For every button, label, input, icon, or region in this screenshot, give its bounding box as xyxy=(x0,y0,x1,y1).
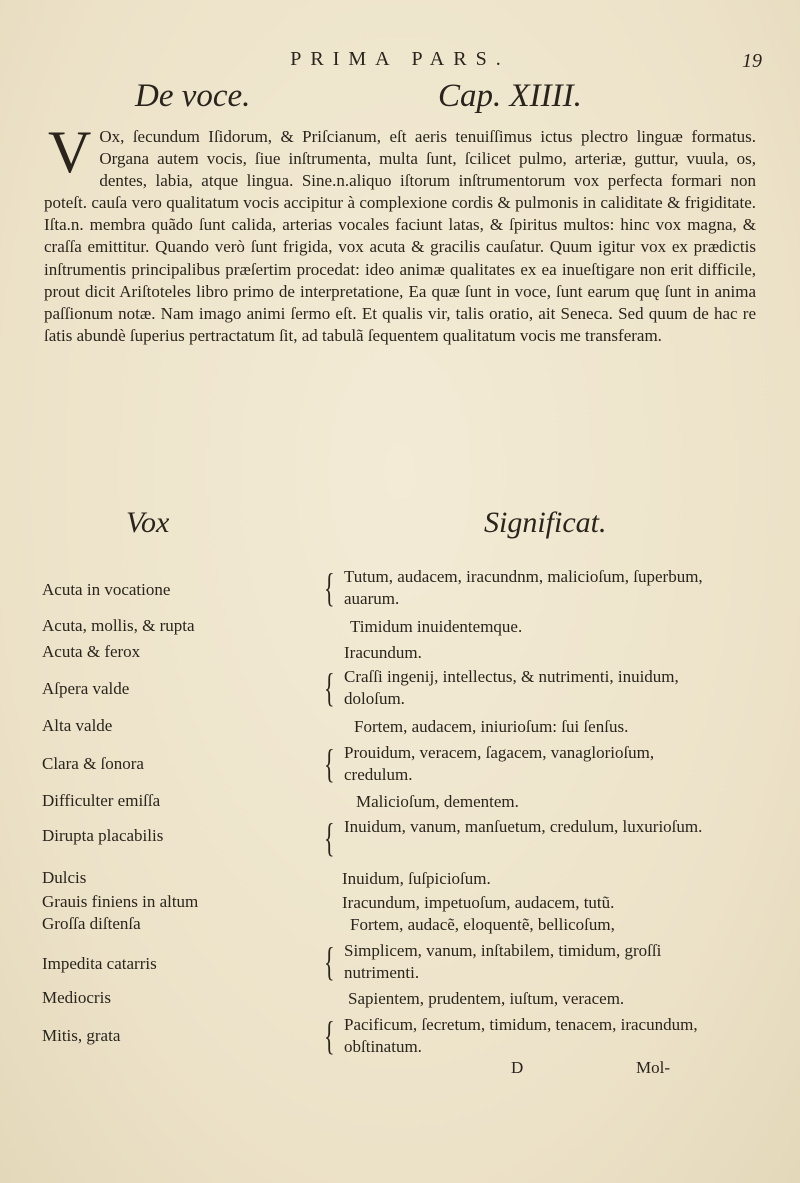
catchword: Mol- xyxy=(636,1058,670,1077)
significat-cell: Malicioſum, dementem. xyxy=(356,792,519,811)
vox-cell: Acuta, mollis, & rupta xyxy=(42,616,195,635)
vox-cell: Mediocris xyxy=(42,988,111,1007)
significat-cell: Inuidum, vanum, manſuetum, credulum, luxurioſum. xyxy=(344,817,703,836)
signature-mark: D xyxy=(511,1058,524,1077)
vox-cell: Impedita catarris xyxy=(42,954,157,973)
brace-icon: { xyxy=(324,665,335,710)
body-paragraph xyxy=(44,119,756,347)
significat-cell: Prouidum, veracem, ſagacem, vanaglorioſum, credulum. xyxy=(344,743,655,784)
significat-cell: Timidum inuidentemque. xyxy=(350,617,523,636)
vox-cell: Groſſa diſtenſa xyxy=(42,914,141,933)
brace-icon: { xyxy=(324,565,335,610)
significat-cell: Iracundum. xyxy=(344,643,422,662)
vox-cell: Dulcis xyxy=(42,868,87,887)
significat-cell: Fortem, audacem, iniurioſum: ſui ſenſus. xyxy=(354,717,629,736)
chapter-heading xyxy=(135,78,635,118)
significat-cell: Iracundum, impetuoſum, audacem, tutũ. xyxy=(342,893,615,912)
significat-cell: Inuidum, ſuſpicioſum. xyxy=(342,869,491,888)
brace-icon: { xyxy=(324,815,335,860)
running-head: PRIMA PARS. xyxy=(290,48,510,70)
vox-cell: Grauis finiens in altum xyxy=(42,892,199,911)
brace-icon: { xyxy=(324,939,335,984)
vox-cell: Clara & ſonora xyxy=(42,754,144,773)
brace-icon: { xyxy=(324,741,335,786)
vox-cell: Dirupta placabilis xyxy=(42,826,164,845)
significat-cell: Sapientem, prudentem, iuſtum, veracem. xyxy=(348,989,625,1008)
vox-cell: Acuta & ferox xyxy=(42,642,141,661)
column-header-vox: Vox xyxy=(126,506,170,539)
vox-cell: Alta valde xyxy=(42,716,113,735)
chapter-title: De voce. xyxy=(135,78,251,114)
brace-icon: { xyxy=(324,1013,335,1058)
significat-cell: Fortem, audacẽ, eloquentẽ, bellicoſum, xyxy=(350,915,615,934)
column-header-significat: Significat. xyxy=(484,506,607,539)
significat-cell: Pacificum, ſecretum, timidum, tenacem, iracundum, obſtinatum. xyxy=(344,1015,698,1056)
table-header xyxy=(0,506,800,550)
significat-cell: Craſſi ingenij, intellectus, & nutrimenti, inuidum, doloſum. xyxy=(344,667,679,708)
chapter-number: Cap. XIIII. xyxy=(438,78,582,114)
vox-cell: Difficulter emiſſa xyxy=(42,791,161,810)
vox-cell: Mitis, grata xyxy=(42,1026,121,1045)
vox-cell: Aſpera valde xyxy=(42,679,130,698)
drop-cap: V xyxy=(48,119,92,185)
significat-cell: Tutum, audacem, iracundnm, malicioſum, ſuperbum, auarum. xyxy=(344,567,703,608)
significat-cell: Simplicem, vanum, inſtabilem, timidum, groſſi nutrimenti. xyxy=(344,941,662,982)
vox-cell: Acuta in vocatione xyxy=(42,580,171,599)
paragraph-text: Ox, ſecundum Iſidorum, & Priſcianum, eſt aeris tenuiſſimus ictus plectro linguæ formatus. Organa autem vocis, ſiue inſtrumenta, multa ſunt, ſcilicet pulmo, arteriæ, guttur, vuula, os, dentes, labia, atque lingua. Sine.n.aliquo iſtorum inſtrumentorum vox perfecta formari non poteſt. cauſa vero qualitatum vocis accipitur à complexione cordis & pulmonis in caliditate & frigiditate. Iſta.n. membra quãdo ſunt calida, arterias vocales faciunt latas, & ſpiritus multos: hinc vox magna, & craſſa emittitur. Quando verò ſunt frigida, vox acuta & gracilis cauſatur. Quum igitur vox ex prædictis inſtrumentis principalibus præſertim procedat: ideo animæ qualitates ex ea inueſtigare non erit difficile, prout dicit Ariſtoteles libro primo de interpretatione, Ea quæ ſunt in voce, ſunt earum quę ſunt in anima paſſionum notæ. Nam imago animi ſermo eſt. Et qualis vir, talis oratio, ait Seneca. Sed quum de hac re ſatis abundè ſuperius pertractatum ſit, ad tabulã ſequentem qualitatum vocis me transferam. xyxy=(44,127,756,345)
page-number: 19 xyxy=(742,50,762,72)
